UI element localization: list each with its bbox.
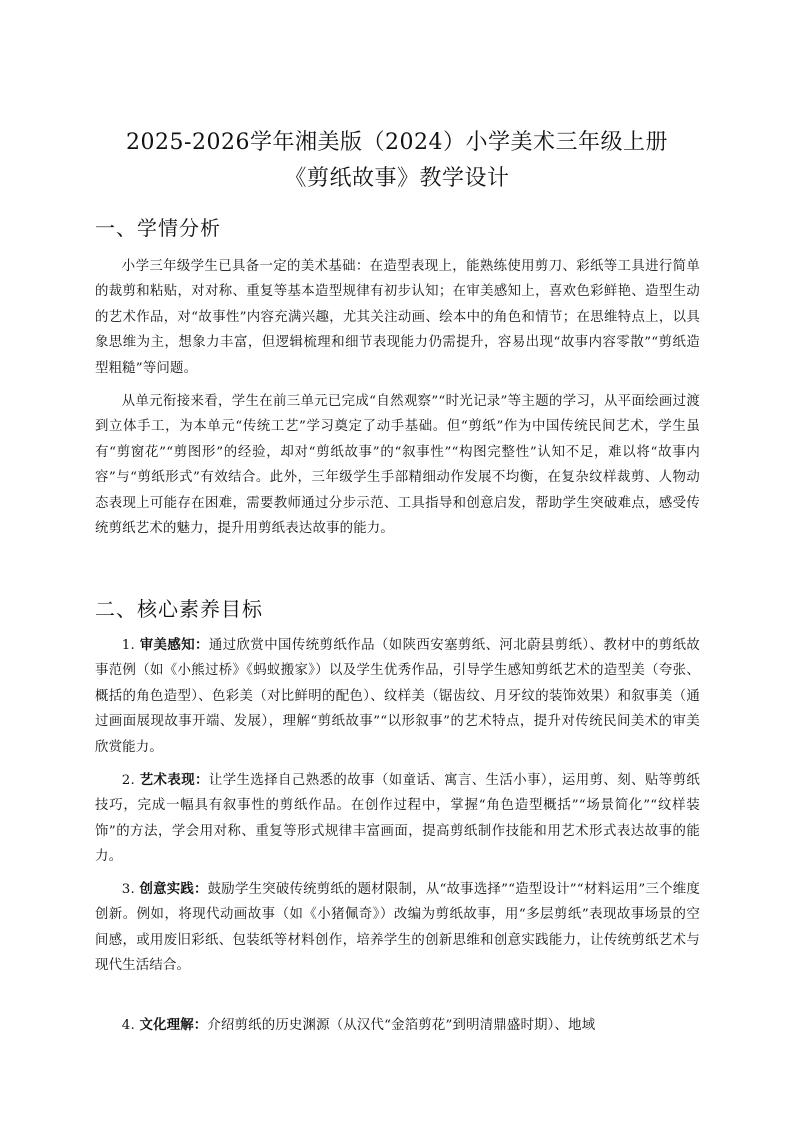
goal-item-expression bbox=[95, 768, 700, 870]
analysis-paragraph-1: 小学三年级学生已具备一定的美术基础：在造型表现上，能熟练使用剪刀、彩纸等工具进行简单的裁剪和粘贴，对对称、重复等基本造型规律有初步认知；在审美感知上，喜欢色彩鲜艳、造型生动的艺术作品，对“故事性”内容充满兴趣，尤其关注动画、绘本中的角色和情节；在思维特点上，以具象思维为主，想象力丰富，但逻辑梳理和细节表现能力仍需提升，容易出现“故事内容零散”“剪纸造型粗糙”等问题。 bbox=[95, 259, 700, 376]
goal-item-title: 审美感知： bbox=[139, 638, 209, 653]
analysis-paragraph-2: 从单元衔接来看，学生在前三单元已完成“自然观察”“时光记录”等主题的学习，从平面绘画过渡到立体手工，为本单元“传统工艺”学习奠定了动手基础。但“剪纸”作为中国传统民间艺术，学生虽有“剪窗花”“剪图形”的经验，却对“剪纸故事”的“叙事性”“构图完整性”认知不足，难以将“故事内容”与“剪纸形式”有效结合。此外，三年级学生手部精细动作发展不均衡，在复杂纹样裁剪、人物动态表现上可能存在困难，需要教师通过分步示范、工具指导和创意启发，帮助学生突破难点，感受传统剪纸艺术的魅力，提升用剪纸表达故事的能力。 bbox=[95, 394, 700, 537]
goal-item-culture bbox=[95, 1013, 700, 1039]
goal-item-number: 2. bbox=[121, 773, 140, 788]
document-title-line2: 《剪纸故事》教学设计 bbox=[284, 166, 510, 191]
goal-item-creativity bbox=[95, 877, 700, 979]
section-heading-goals: 二、核心素养目标 bbox=[95, 597, 263, 621]
goal-item-text: 介绍剪纸的历史渊源（从汉代“金箔剪花”到明清鼎盛时期）、地域 bbox=[207, 1018, 596, 1033]
goal-item-title: 文化理解： bbox=[139, 1018, 208, 1033]
section-heading-analysis: 一、学情分析 bbox=[95, 216, 221, 240]
goal-item-number: 4. bbox=[121, 1018, 140, 1033]
goal-item-number: 3. bbox=[121, 882, 140, 897]
goal-item-text: 让学生选择自己熟悉的故事（如童话、寓言、生活小事），运用剪、刻、贴等剪纸技巧，完成一幅具有叙事性的剪纸作品。在创作过程中，掌握“角色造型概括”“场景简化”“纹样装饰”的方法，学会用对称、重复等形式规律丰富画面，提高剪纸制作技能和用艺术形式表达故事的能力。 bbox=[95, 773, 701, 865]
goal-item-aesthetic bbox=[95, 633, 700, 760]
goal-item-number: 1. bbox=[121, 638, 140, 653]
goal-item-title: 创意实践： bbox=[139, 882, 208, 897]
goal-item-text: 鼓励学生突破传统剪纸的题材限制，从“故事选择”“造型设计”“材料运用”三个维度创新。例如，将现代动画故事（如《小猪佩奇》）改编为剪纸故事，用“多层剪纸”表现故事场景的空间感，或用废旧彩纸、包装纸等材料创作，培养学生的创新思维和创意实践能力，让传统剪纸艺术与现代生活结合。 bbox=[95, 882, 701, 974]
goal-item-title: 艺术表现： bbox=[139, 773, 209, 788]
document-title-line1: 2025-2026学年湘美版（2024）小学美术三年级上册 bbox=[126, 130, 668, 155]
goal-item-text: 通过欣赏中国传统剪纸作品（如陕西安塞剪纸、河北蔚县剪纸）、教材中的剪纸故事范例（如《小熊过桥》《蚂蚁搬家》）以及学生优秀作品，引导学生感知剪纸艺术的造型美（夸张、概括的角色造型）、色彩美（对比鲜明的配色）、纹样美（锯齿纹、月牙纹的装饰效果）和叙事美（通过画面展现故事开端、发展），理解“剪纸故事”“以形叙事”的艺术特点，提升对传统民间美术的审美欣赏能力。 bbox=[95, 638, 701, 755]
